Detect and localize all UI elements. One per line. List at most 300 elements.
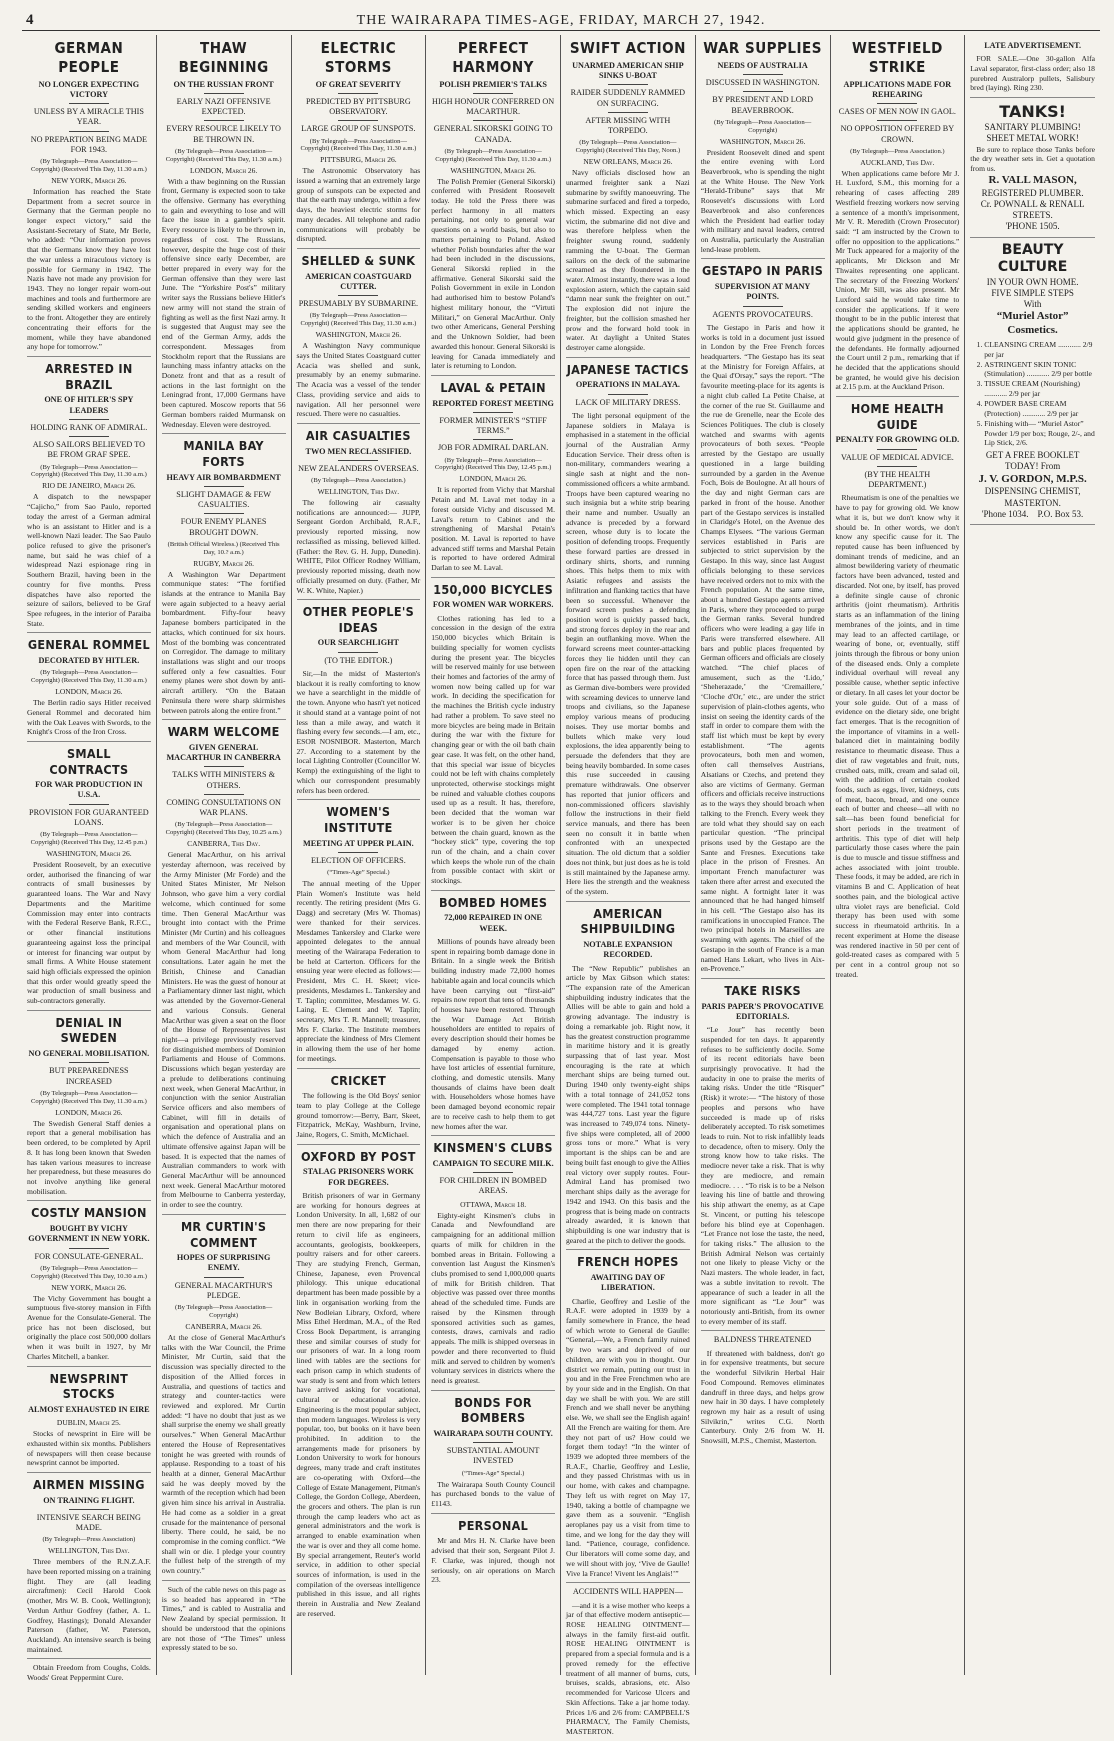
subhead-rule — [877, 449, 917, 450]
article — [431, 380, 555, 578]
late-ad-body: FOR SALE.—One 30-gallon Alfa Laval separator, first-class order; also 18 purebred Australorp pullets, Salisbury bred (laying). Ring 230. — [970, 54, 1095, 93]
article-subhead: NEEDS OF AUSTRALIA — [717, 60, 808, 70]
article-subhead: GENERAL MACARTHUR'S PLEDGE. — [174, 1280, 273, 1300]
article-subhead: AMERICAN COASTGUARD CUTTER. — [305, 271, 412, 291]
article-subhead: VALUE OF MEDICAL ADVICE. — [840, 452, 954, 462]
article-credit: (By Telegraph—Press Association—Copyright) (Received This Day, 12.45 p.m.) — [434, 456, 552, 472]
tanks-address: Cr. POWNALL & RENALL STREETS. — [980, 198, 1085, 221]
article-dateline: RIO DE JANEIRO, March 26. — [42, 481, 136, 491]
article — [162, 1585, 286, 1657]
article-dateline: NEW ORLEANS, March 26. — [583, 157, 673, 167]
subhead-rule — [877, 466, 917, 467]
article — [431, 1518, 555, 1589]
article-headline: WOMEN'S INSTITUTE — [324, 804, 393, 835]
article-subhead: COMING CONSULTATIONS ON WAR PLANS. — [166, 797, 281, 818]
subhead-rule — [204, 93, 244, 94]
late-ad-label: LATE ADVERTISEMENT. — [984, 41, 1081, 50]
article-dateline: RUGBY, March 26. — [193, 558, 255, 568]
article-subhead: POLISH PREMIER'S TALKS — [439, 79, 547, 89]
article-subhead: UNLESS BY A MIRACLE THIS YEAR. — [33, 107, 144, 127]
article-subhead: PRESUMABLY BY SUBMARINE. — [298, 299, 419, 309]
article-subhead: OF GREAT SEVERITY — [315, 79, 402, 89]
beauty-product-item: 5. Finishing with— “Muriel Astor” Powder 1/9 per box; Rouge, 2/-, and Lip Stick, 2/6. — [984, 419, 1095, 449]
article-subhead: SUPERVISION AT MANY POINTS. — [714, 282, 811, 302]
article-credit: (By Telegraph—Press Association—Copyright) (Received This Day, 11.30 a.m.) — [435, 147, 552, 163]
article-subhead: JOB FOR ADMIRAL DARLAN. — [438, 443, 549, 453]
article-subhead: MEETING AT UPPER PLAIN. — [303, 838, 414, 848]
article-body: The Wairarapa South County Council has purchased bonds to the value of £1143. — [431, 1479, 555, 1508]
article-body: General MacArthur, on his arrival yesterday afternoon, was received by the Army Minister (Mr Forde) and the United States Minister, Mr Nelson Johnson, who gave him a very cordial welcome, which continued for some time. Then General MacArthur was brought into contact with the Prime Minister (Mr Curtin) and his colleagues and members of the War Council, with whom General MacArthur had long consultations. Later again he met the British, Chinese and Canadian Ministers. He was the guest of honour at a Parliamentary dinner last night, which was attended by the Governor-General and various Consuls. General MacArthur was given a seat on the floor of the House of Representatives last night—a privilege previously reserved for distinguished members of Dominion Parliaments and House of Commons. Discussions which began yesterday are a prelude to deliberations continuing next week, when General MacArthur, in conjunction with the senior Australian Service officers and also members of Cabinet, will fill in details of organisation and operational plans on which the defence of Australia and an ultimate offensive against Japan will be based. It is expected that the names of Australian commanders to work with General MacArthur will be announced next week. General MacArthur motored from Melbourne to Canberra yesterday, in order to see the country. — [161, 850, 286, 1210]
subhead-rule — [743, 91, 783, 92]
subhead-rule — [204, 794, 244, 795]
article-subhead: PREDICTED BY PITTSBURG OBSERVATORY. — [305, 96, 411, 116]
article — [701, 263, 825, 979]
article — [27, 1663, 151, 1686]
article-credit: (British Official Wireless.) (Received This Day, 10.? a.m.) — [167, 540, 280, 556]
article-subhead: PENALTY FOR GROWING OLD. — [835, 435, 960, 445]
article-subhead: SUBSTANTIAL AMOUNT INVESTED — [446, 1446, 540, 1466]
article-subhead: ON THE RUSSIAN FRONT — [173, 79, 274, 89]
article-subhead: NO OPPOSITION OFFERED BY CROWN. — [840, 124, 955, 144]
article — [566, 362, 690, 902]
subhead-rule — [69, 1062, 109, 1063]
article-body: The “New Republic” publishes an article by Max Gibson which states: “The expansion rate of the American shipbuilding industry indicates that the Allies will be able to gain and hold a growing advantage. The industry is doing a remarkable job. Right now, it has the greatest construction programme in maritime history and it is greatly surpassing that of last year. Most encouraging is the rate at which merchant ships are being turned out. During 1940 only twenty-eight ships with a total tonnage of 241,052 tons were completed. The 1941 total tonnage was 444,727 tons. Last year the figure was increased to 749,074 tons. Ninety-five ships were completed, all of 2000 gross tons or more.” What is very important is the ships can be and are being built fast enough to give the Allies real victory over supply routes. Four-Admiral Land has promised two merchant ships daily as the average for 1942 and 1943. On this basis and the progress that is being made on contracts already awarded, it is known that shipbuilding is one war industry that is geared at the pitch to deliver the goods. — [566, 963, 690, 1245]
beauty-product-item: 3. TISSUE CREAM (Nourishing) ............ 2/9 per jar — [984, 379, 1095, 399]
article-subhead: EARLY NAZI OFFENSIVE EXPECTED. — [176, 96, 271, 116]
article-body: The Vichy Government has bought a sumptuous five-storey mansion in Fifth Avenue for the Consulate-General. The price has not been disclosed, but originally the place cost 500,000 dollars when it was built in 1927, by Mr Charles Mitchell, a banker. — [27, 1293, 151, 1361]
article-headline: TAKE RISKS — [724, 983, 801, 998]
article — [27, 1205, 151, 1366]
article — [297, 604, 421, 800]
article-subhead: GENERAL SIKORSKI GOING TO CANADA. — [433, 124, 553, 144]
article-subhead: EVERY RESOURCE LIKELY TO BE THROWN IN. — [166, 124, 281, 144]
article-subhead: ALMOST EXHAUSTED IN EIRE — [28, 1404, 150, 1414]
article — [701, 39, 825, 259]
article-body: The Polish Premier (General Sikorski) conferred with President Roosevelt today. He told the Press there was perfect harmony in all matters pertaining, not only to general war questions on a world basis, but also to matters pertaining to Poland. Asked whether Polish boundaries after the war had been included in the discussions, General Sikorski replied in the affirmative. General Sikorski said the Polish Government in exile in London had authorised him to bestow Poland's highest military honour, the “Virtuti Militari,” on General MacArthur. Only two other Americans, General Pershing and the Unknown Soldier, had been awarded this honour. General Sikorski is leaving for Canada immediately and later is returning to London. — [431, 176, 555, 371]
article-credit: (“Times-Age” Special.) — [461, 1469, 525, 1477]
beauty-product-item: 1. CLEANSING CREAM ............ 2/9 per jar — [984, 340, 1095, 360]
article-subhead: FOR WAR PRODUCTION IN U.S.A. — [35, 780, 143, 800]
article-body: —and it is a wise mother who keeps a jar of that effective modern antiseptic—ROSE HEALING OINTMENT—always in the family first-aid outfit. ROSE HEALING OINTMENT is prepared from a special formula and is a proved remedy for the effective treatment of all manner of burns, cuts, bruises, scalds, abrasions, etc. Also recommended for Varicose Ulcers and Skin Affections. Take a jar home today. Prices 1/6 and 2/6 from: CAMPBELL'S PHARMACY, The Family Chemists, MASTERTON. — [566, 1600, 690, 1736]
tanks-title: TANKS! — [999, 102, 1066, 122]
article — [566, 39, 690, 358]
columns — [22, 35, 1100, 1736]
article-dateline: WELLINGTON, This Day. — [317, 487, 400, 497]
article-body: A Washington Navy communique says the United States Coastguard cutter Acacia was shelled and sunk, presumably by an enemy submarine. The Acacia was a vessel of the tender Class, providing service and aids to navigation. All her personnel were rescued. There were no casualties. — [296, 341, 421, 419]
article-body: Eighty-eight Kinsmen's clubs in Canada and Newfoundland are campaigning for an additional million quarts of milk for children in the bombed areas in Britain. Following a convention last August the Kinsmen's clubs promised to send 1,000,000 quarts of milk for British children. That objective was passed over three months ahead of the scheduled time. Funds are raised by the Kinsmen through sponsored activities such as games, contests, draws, carnivals and radio appeals. The milk is shipped overseas in powder and there reconverted to fluid milk and served to children by women's voluntary services in districts where the need is greatest. — [431, 1210, 555, 1385]
subhead-rule — [473, 1172, 513, 1173]
article — [431, 39, 555, 376]
article-headline: NEWSPRINT STOCKS — [49, 1370, 129, 1402]
column-3 — [292, 35, 427, 1675]
article-subhead: 72,000 REPAIRED IN ONE WEEK. — [444, 913, 542, 933]
article-credit: (By Telegraph—Press Association—Copyright) (Received This Day, 11.30 a.m.) — [300, 312, 417, 328]
article-credit: (By Telegraph—Press Association—Copyright) (Received This Day, 11.30 a.m.) — [30, 669, 147, 685]
article-subhead: BOUGHT BY VICHY GOVERNMENT IN NEW YORK. — [28, 1224, 150, 1244]
article-headline: 150,000 BICYCLES — [433, 581, 554, 597]
article-subhead: TALKS WITH MINISTERS & OTHERS. — [172, 770, 275, 790]
article — [836, 401, 960, 983]
article-subhead: ACCIDENTS WILL HAPPEN— — [572, 1587, 683, 1597]
article-subhead: LARGE GROUP OF SUNSPOTS. — [301, 124, 416, 134]
article-dateline: NEW YORK, March 26. — [51, 175, 127, 185]
article-subhead: FORMER MINISTER'S “STIFF TERMS.” — [439, 415, 547, 436]
subhead-rule — [338, 120, 378, 121]
article-credit: (By Telegraph—Press Association—Copyright) (Received This Day, 11.30 a.m.) — [30, 1089, 147, 1105]
beauty-line-1: IN YOUR OWN HOME. — [986, 276, 1079, 287]
column-5 — [561, 35, 696, 1736]
article-subhead: BALDNESS THREATENED — [713, 1335, 812, 1345]
article-subhead: (BY THE HEALTH DEPARTMENT.) — [864, 469, 931, 490]
article-dateline: WASHINGTON, March 26. — [719, 136, 806, 146]
article-headline: ARRESTED IN BRAZIL — [45, 361, 133, 392]
article-body: The following is the Old Boys' senior team to play College at the College ground tomorrow:—Berry, Barr, Skeet, Fitzpatrick, McKay, Washburn, Irvine, Jaine, Rogers, C. Smith, McMichael. — [296, 1091, 421, 1140]
article-subhead: FOUR ENEMY PLANES BROUGHT DOWN. — [180, 517, 267, 537]
subhead-rule — [69, 131, 109, 132]
beauty-name: J. V. GORDON, M.P.S. — [978, 472, 1087, 485]
article-subhead: INTENSIVE SEARCH BEING MADE. — [36, 1512, 141, 1533]
article — [27, 39, 151, 357]
article-credit: (By Telegraph—Press Association—Copyright) (Received This Day, 12.45 p.m.) — [30, 831, 148, 847]
article — [162, 1219, 286, 1581]
article-subhead: PARIS PAPER'S PROVOCATIVE EDITORIALS. — [701, 1001, 824, 1021]
tanks-name: R. VALL MASON, — [988, 173, 1077, 186]
subhead-rule — [473, 412, 513, 413]
article — [836, 39, 960, 397]
article-credit: (By Telegraph—Press Association.) — [850, 147, 945, 155]
article-headline: BOMBED HOMES — [438, 894, 548, 910]
article-subhead: REPORTED FOREST MEETING — [432, 398, 554, 408]
article-body: “Le Jour” has recently been suspended for ten days. It apparently refuses to be sufficiently docile. Some of its recent editorials have been surprisingly provocative. It had the audacity in one to praise the merits of taking risks. Under the title “Risquer” (Risk) it wrote:— “The history of those peoples and persons who have succeeded is made up of risks deliberately accepted. To risk sometimes leads to ruin. Not to risk infallibly leads to decadence, often to misery. Only the strong know how to take risks. The mediocre never take a risk. That is why they are mediocre, and remain mediocre. . . . “To risk is to be a Nelson leaving his line of battle and throwing his ship athwart the enemy, as at Cape St. Vincent, or putting his telescope before his blind eye at Copenhagen. “Let France not lose the taste, the need, for taking risks.” The allusion to the British Admiral Nelson was certainly not one likely to please Vichy or the Nazi masters. The whole leader, in fact, was a subtle invitation to revolt. The appearance of such a leader in all the more significant as “Le Jour” was notoriously anti-British, from its owner to every member of its staff. — [700, 1025, 825, 1326]
article-subhead: FOR CHILDREN IN BOMBED AREAS. — [439, 1176, 547, 1196]
masthead-title: THE WAIRARAPA TIMES-AGE, FRIDAY, MARCH 27, 1942. — [356, 13, 766, 28]
subhead-rule — [338, 93, 378, 94]
article-body: Information has reached the State Department from a secret source in Germany that the German people no longer expect victory,” said the Assistant-Secretary of State, Mr Berle, who added: “Our information proves that the Germans know they have lost the war unless a miraculous victory is possible for Germany in 1942. The Nazis have not made any provision for 1943. They no longer repair worn-out machines and tools and furthermore are sending skilled workers and engineers to the front. Altogether they are entirely concentrating their efforts for the moment, while they have abandoned any hope for tomorrow.” — [27, 186, 151, 352]
article-body: It is reported from Vichy that Marshal Petain and M. Laval met today in a forest outside Vichy and discussed M. Laval's return to Cabinet and the strengthening of Marshal Petain's position. M. Laval is reported to have advanced stiff terms and Marshal Petain is reported to have ordered Admiral Darlan to see M. Laval. — [431, 485, 555, 573]
article-headline: MANILA BAY FORTS — [183, 438, 264, 469]
article-headline: AIRMEN MISSING — [32, 1476, 145, 1492]
beauty-contact — [970, 509, 1095, 520]
article-headline: WARM WELCOME — [167, 724, 280, 740]
article-body: Three members of the R.N.Z.A.F. have been reported missing on a training flight. They are (all leading aircraftmen): Cecil Harold Cook (mother, Mrs W. B. Cook, Wellington); Verdun Arthur Godfrey (father, A. L. Godfrey, Hastings); Donald Alexander Paterson (father, W. Paterson, Auckland). An intensive search is being maintained. — [27, 1557, 151, 1654]
article-subhead: AGENTS PROVOCATEURS. — [712, 309, 813, 319]
article — [27, 637, 151, 742]
subhead-rule — [608, 112, 648, 113]
article-subhead: ELECTION OF OFFICERS. — [310, 855, 406, 865]
article-body: Stocks of newsprint in Eire will be exhausted within six months. Publishers of newspapers will then cease because newsprint cannot be imported. — [27, 1429, 151, 1468]
article-body: Sir,—In the midst of Masterton's blackout it is really comforting to know we have a searchlight in the middle of the town. Anyone who hasn't yet noticed it should stand at a vantage point of not less than a mile away, and watch it flashing every few seconds.—I am, etc., ESOR NOSNIBOR. Masterton, March 27. According to a statement by the local Lighting Controller (Councillor W. Kemp) the extinguishing of the light to which our correspondent presumably refers has been ordered. — [296, 668, 421, 795]
article — [27, 1015, 151, 1202]
subhead-rule — [69, 419, 109, 420]
subhead-rule — [69, 436, 109, 437]
article-subhead: NO GENERAL MOBILISATION. — [28, 1049, 150, 1059]
article — [297, 804, 421, 1068]
subhead-rule — [338, 460, 378, 461]
article-headline: MR CURTIN'S COMMENT — [180, 1218, 267, 1250]
article-body: A Washington War Department communique states: “The fortified islands at the entrance to Manila Bay were again subjected to a heavy aerial bombardment. Fifty-four heavy Japanese bombers participated in the attacks, which continued for six hours. Most of the bombing was concentrated on Corregidor. The damage to military installations was slight and our troops suffered only a few casualties. Four enemy planes were shot down by anti-aircraft artillery. “On the Bataan Peninsula there were sharp skirmishes between patrols along the entire front.” — [161, 569, 286, 715]
subhead-rule — [473, 93, 513, 94]
subhead-rule — [473, 439, 513, 440]
article-subhead: UNARMED AMERICAN SHIP SINKS U-BOAT — [572, 60, 684, 80]
subhead-rule — [69, 804, 109, 805]
article-subhead: OPERATIONS IN MALAYA. — [575, 380, 680, 390]
article-credit: (By Telegraph—Press Association—Copyright) — [175, 1304, 273, 1320]
article-headline: SMALL CONTRACTS — [49, 745, 129, 777]
tanks-phone: 'PHONE 1505. — [1005, 221, 1060, 232]
article-body: If threatened with baldness, don't go in for expensive treatments, but secure the wonderful Silvikrin Herbal Hair Food Compound. Removes eliminates dandruff in three days, and helps grow new hair in 30 days. I have completely regrown my hair as a result of using Silvikrin,” writes C.G. North Canterbury. Only 2/6 from W. H. Snowsill, M.P.S., Chemist, Masterton. — [700, 1348, 825, 1446]
subhead-rule — [877, 103, 917, 104]
article-dateline: OTTAWA, March 18. — [460, 1199, 527, 1209]
article — [162, 724, 286, 1215]
article-subhead: HEAVY AIR BOMBARDMENT — [166, 472, 281, 482]
article-body: The annual meeting of the Upper Plain Women's Institute was held recently. The retiring president (Mrs G. Dagg) and secretary (Mrs W. Thomas) were thanked for their services. Mesdames Tankersley and Clarke were appointed delegates to the annual meeting of the Wairarapa Federation to be held at Carterton. Officers for the ensuing year were elected as follows:—President, Mrs C. H. Skeet; vice-presidents, Mesdames L. Tankersley and T. Taplin; committee, Mesdames W. G. Laing, E. Clement and W. Taplin; secretary, Mrs T. R. Mannell; treasurer, Mrs F. Clarke. The Institute members appreciate the kindness of Mrs Clement in allowing them the use of her home for meetings. — [296, 878, 421, 1063]
article-body: The Berlin radio says Hitler received General Rommel and decorated him with the Oak Leaves with Swords, to the Knight's Cross of the Iron Cross. — [27, 698, 151, 737]
article-headline: AIR CASUALTIES — [305, 428, 411, 443]
article — [701, 1335, 825, 1449]
subhead-rule — [473, 1442, 513, 1443]
article-headline: LAVAL & PETAIN — [440, 379, 546, 395]
beauty-product-item: 2. ASTRINGENT SKIN TONIC (Stimulation) ............ 2/9 per bottle — [984, 360, 1095, 380]
article-headline: BONDS FOR BOMBERS — [454, 1394, 532, 1426]
article — [431, 1395, 555, 1514]
article-subhead: CAMPAIGN TO SECURE MILK. — [432, 1158, 554, 1168]
article-subhead: TWO MEN RECLASSIFIED. — [305, 446, 412, 456]
article — [27, 746, 151, 1011]
column-7 — [831, 35, 966, 1675]
subhead-rule — [338, 652, 378, 653]
article-body: A dispatch to the newspaper “Cajicho,” from Sao Paulo, reported today the arrest of a German admiral who is an assistant to Hitler and is a well-known Nazi leader. The Sao Paulo police refused to give the prisoner's name, but said he was chief of a widespread Nazi espionage ring in Southern Brazil, having been in the country for five months. Press dispatches have also reported the seizure of sailors, believed to be Graf Spee refugees, in the interior of Paraiba State. — [27, 492, 151, 628]
article-subhead: ALSO SAILORS BELIEVED TO BE FROM GRAF SPEE. — [32, 440, 146, 460]
article — [297, 1073, 421, 1145]
article — [27, 1371, 151, 1473]
article — [566, 906, 690, 1251]
article-dateline: PITTSBURG, March 26. — [320, 155, 397, 165]
article-subhead: GIVEN GENERAL MACARTHUR IN CANBERRA — [166, 742, 281, 763]
article-body: President Roosevelt dined and spent the entire evening with Lord Beaverbrook, who is spending the night at the White House. The New York “Herald-Tribune” says that Mr Roosevelt's discussions with Lord Beaverbrook and also conferences which the President had earlier today with military and naval leaders, centred on Australia, particularly the Australian lend-lease problem. — [700, 147, 825, 254]
article-body: Millions of pounds have already been spent in repairing bomb damage done in Britain. In a single week the British building industry made 72,000 homes habitable again and local councils which have been carrying out “first-aid” repairs now report that tens of thousands of houses have been restored. Through the War Damage Act British householders are entitled to repairs of every description should their homes be damaged by enemy action. Compensation is payable to those who have lost articles of essential furniture, clothing, and domestic utensils. Many thousands of claims have been dealt with. Householders whose homes have been damaged beyond economic repair are to receive cash to help them to get new homes after the war. — [431, 936, 555, 1131]
article-dateline: LONDON, March 26. — [190, 165, 258, 175]
beauty-role: DISPENSING CHEMIST, MASTERTON. — [984, 486, 1081, 508]
tanks-line-2: SHEET METAL WORK! — [986, 133, 1079, 144]
article-subhead: (TO THE EDITOR.) — [324, 655, 393, 665]
article-dateline: CANBERRA, March 26. — [185, 1321, 262, 1331]
beauty-box: P.O. Box 53. — [1037, 508, 1084, 519]
article-subhead: BY PRESIDENT AND LORD BEAVERBROOK. — [712, 95, 813, 115]
article-headline: THAW BEGINNING — [178, 39, 269, 76]
article-body: The Gestapo in Paris and how it works is told in a document just issued in London by the Free French forces headquarters. “The Gestapo has its seat at the Ministry for Foreign Affairs, at the Quai d'Orsay,” says the report. “The favourite meeting-place for its agents is a night club called La Petite Chaise, at the corner of the rue St. Guillaume and the rue de Grenelle, near the Ecole des Sciences Politiques. The club is closely watched and swarms with agents provocateurs of both sexes. “People arrested by the Gestapo are usually questioned in a large building surrounded by a garden in the Avenue Foch, Bois de Boulogne. At all hours of the day and night German cars are parked in front of the house. Another part of the Gestapo services is installed in Claridge's Hotel, on the Avenue des Champs Elysees. “The various German services established in Paris are subjected to strict supervision by the Gestapo. In this way, since last August officials belonging to these services have received orders not to mix with the French population. At the same time, about a hundred Gestapo agents arrived in Paris, where they proceeded to purge the German ranks. Several hundred officers who were leading a gay life in Paris were transferred elsewhere. All bars and public places frequented by German officers and officials are closely watched. “The chief places of amusement, such as the ‘Lido,’ ‘Sheherazade,’ the ‘Cremaillere,’ ‘Cloche d'Or,’ etc., are under the strict supervision of plain-clothes agents, who insist on seeing the identity cards of the staff in order to compare them with the staff list which must be kept by every establishment. “The agents provocateurs, both men and women, often call themselves Austrians, Alsatians or Czechs, and pretend they also are victims of Germany. German officers and officials receive instructions as to the ways they should broach when talking to the French. Every week they are told what they should say on each particular question. “The principal prisons used by the Gestapo are the Sante and Fresnes. Executions take place in the prison of Fresnes. An important French manufacturer was taken there after arrest and executed the same night. A fortnight later it was announced that he had hanged himself in his cell. “The Gestapo also has its ramifications in unoccupied France. The two principal hotels in Marseilles are swarming with agents. The chief of the Gestapo in the south of France is a man named Hans Lekart, who lives in Aix-en-Provence.” — [700, 322, 825, 974]
article-subhead: CASES OF MEN NOW IN GAOL. — [838, 107, 956, 116]
article-headline: ELECTRIC STORMS — [320, 39, 397, 76]
subhead-rule — [204, 513, 244, 514]
article-body: Clothes rationing has led to a concession in the design of the extra 150,000 bicycles which Britain is building specially for women cyclists during the present year. The bicycles will be reserved mainly for use between their homes and factories of the army of women now being called up for war work. In deciding the specification for the machines the British cycle industry had rather a problem. To save steel no more bicycles are being made in Britain during the war with the fixture for changing gear or with the oil bath chain gear case. It was felt, on the other hand, that this special war issue of bicycles could not be left with chains completely unprotected, otherwise stockings might be ruined and valuable clothes coupons used up as a result. It has, therefore, been decided that the woman war worker is to be given her choice between the chain guard, known as the “hockey stick” type, covering the top run of the chain, and a chain cover which keeps the whole run of the chain from possible contact with skirt or stockings. — [431, 613, 555, 886]
beauty-phone: 'Phone 1034. — [981, 508, 1029, 519]
article-headline: JAPANESE TACTICS — [566, 361, 690, 377]
article-dateline: WASHINGTON, March 26. — [46, 849, 132, 859]
article-body: The Swedish General Staff denies a report that a general mobilisation has been ordered, to be completed by April 8. It has long been known that Sweden has taken various measures to increase her preparedness, but these measures do not involve anything like general mobilisation. — [27, 1118, 151, 1196]
subhead-rule — [204, 766, 244, 767]
article-headline: DENIAL IN SWEDEN — [55, 1014, 123, 1046]
article-headline: AMERICAN SHIPBUILDING — [580, 905, 676, 937]
article-subhead: RAIDER SUDDENLY RAMMED ON SURFACING. — [570, 88, 686, 108]
article — [297, 39, 421, 249]
article-credit: (By Telegraph—Press Association) — [42, 1536, 136, 1544]
article-dateline: WELLINGTON, This Day. — [48, 1546, 130, 1556]
article-subhead: FOR WOMEN WAR WORKERS. — [432, 600, 554, 610]
tanks-role: REGISTERED PLUMBER. — [981, 187, 1084, 198]
article-headline: PERSONAL — [458, 1517, 529, 1533]
article-subhead: STALAG PRISONERS WORK FOR DEGREES. — [303, 1167, 414, 1187]
article-body: President Roosevelt, by an executive order, authorised the financing of war contracts of small businesses by guaranteed loans. The War and Navy Departments and the Maritime Commission may enter into contracts with the Federal Reserve Bank, R.F.C., or other financial institutions guaranteeing against loss the principal or interest for financing war output by small firms. A White House statement said high officials expressed the opinion that this order would greatly speed the war production of small business and sub-contractors generally. — [27, 860, 151, 1006]
article-subhead: NOTABLE EXPANSION RECORDED. — [583, 940, 673, 960]
article-headline: SWIFT ACTION — [569, 39, 686, 57]
article-headline: WAR SUPPLIES — [703, 39, 822, 57]
article-subhead: ON TRAINING FLIGHT. — [43, 1495, 135, 1505]
subhead-rule — [338, 295, 378, 296]
beauty-ad — [970, 238, 1095, 526]
article-dateline: DUBLIN, March 25. — [56, 1418, 121, 1428]
article-dateline: LONDON, March 26. — [459, 474, 527, 484]
article-headline: GENERAL ROMMEL — [27, 637, 150, 653]
article-headline: COSTLY MANSION — [31, 1205, 147, 1221]
beauty-line-3: With — [1023, 299, 1042, 310]
article-body: Such of the cable news on this page as is so headed has appeared in “The Times,” and is cabled to Australia and New Zealand by special permission. It should be understood that the opinions are not those of “The Times” unless expressly stated to be so. — [161, 1584, 286, 1653]
article — [27, 1477, 151, 1659]
article-headline: GESTAPO IN PARIS — [702, 263, 824, 279]
article — [27, 361, 151, 633]
article-headline: OTHER PEOPLE'S IDEAS — [302, 604, 414, 635]
beauty-brand: “Muriel Astor” Cosmetics. — [996, 310, 1069, 337]
article-credit: (By Telegraph—Press Association—Copyright) (Received This Day, 10.25 a.m.) — [165, 821, 282, 837]
article — [431, 1140, 555, 1390]
article-dateline: NEW YORK, March 26. — [51, 1282, 127, 1292]
article-dateline: AUCKLAND, This Day. — [860, 157, 935, 167]
article-subhead: OUR SEARCHLIGHT — [317, 638, 399, 648]
article-credit: (By Telegraph—Press Association—Copyright) (Received This Day, 11.30 a.m.) — [165, 147, 282, 163]
subhead-rule — [743, 74, 783, 75]
article-credit: (“Times-Age” Special.) — [327, 869, 390, 877]
article-subhead: PROVISION FOR GUARANTEED LOANS. — [29, 807, 149, 827]
article-dateline: LONDON, March 26. — [55, 687, 123, 697]
article-subhead: AWAITING DAY OF LIBERATION. — [590, 1273, 666, 1293]
column-2 — [157, 35, 292, 1675]
article-subhead: APPLICATIONS MADE FOR REHEARING — [843, 79, 952, 99]
article-headline: KINSMEN'S CLUBS — [433, 1140, 553, 1156]
article-subhead: NEW ZEALANDERS OVERSEAS. — [298, 463, 419, 473]
article-credit: (By Telegraph—Press Association—Copyright) (Received This Day, 11.30 a.m.) — [30, 158, 147, 173]
article-dateline: WASHINGTON, March 26. — [315, 330, 402, 340]
article-headline: OXFORD BY POST — [301, 1148, 416, 1164]
subhead-rule — [338, 852, 378, 853]
tanks-body: Be sure to replace those Tanks before the dry weather sets in. Get a quotation from us. — [970, 144, 1095, 174]
subhead-rule — [473, 120, 513, 121]
article-headline: WESTFIELD STRIKE — [851, 39, 943, 76]
article-body: Charlie, Geoffrey and Leslie of the R.A.F. were adopted in 1939 by a family somewhere in France, the head of which wrote to General de Gaulle: “General,—We, a French family ruined by two wars and deprived of our children, are with you in thought. Our district we remain, putting our trust in you and in the Free Frenchmen who are by your side and in the English. On that day we shall be with you. We are still French and we shall never be anything else. We, we shall see the English again! All the French are waiting for them. Are they not part of us? How could we forget them today! “In the winter of 1939 we adopted three members of the R.A.F., Charlie, Geoffrey and Leslie, and they passed Christmas with us in our home, with cakes and champagne. They left us with regret on May 17, 1940, taking a bottle of champagne we gave them as a souvenir. “English aeroplanes pay us a visit from time to time, and we long for the day they will land. “Patience, courage, confidence. Our liberators will come some day, and we will shout with joy, ‘Vive de Gaulle! Vive la France! Vivent les Anglais!’” — [566, 1296, 690, 1578]
article-headline: FRENCH HOPES — [577, 1254, 679, 1270]
beauty-line-2: FIVE SIMPLE STEPS — [991, 287, 1074, 298]
subhead-rule — [69, 1509, 109, 1510]
article — [162, 39, 286, 434]
subhead-rule — [204, 486, 244, 487]
article-subhead: NO PREPARTION BEING MADE FOR 1943. — [30, 134, 148, 154]
article-dateline: LONDON, March 26. — [55, 1107, 123, 1117]
article-subhead: HOLDING RANK OF ADMIRAL. — [30, 422, 148, 432]
article — [297, 428, 421, 600]
article-body: Rheumatism is one of the penalties we have to pay for growing old. We know what it is, but we don't know why it should be. In other words, we don't know any specific cause for it. The reputed cause has been influenced by dominant trends of medicine, and an almost bewildering variety of rheumatic factors have been advanced, tested and discarded. Not one, by itself, has proved a definite single cause of chronic arthritis (joint rheumatism). Arthritis starts as an inflammation of the lining membranes of the joints, and in time may lead to an affected cartilage, or wearing of bone, or, eventually, stiff joints through the fibrous or bony union of the diseased ends. Only a complete individual overhaul will reveal any possible cause, whether septic infective or dietary. In all cases let your doctor be your sole guide. Out of a mass of evidence on the dietary side, one bright fact emerges. That is the recognition of the importance of vitamins in a well-balanced diet in maintaining bodily resistance to rheumatic disease. Thus a diet of raw vegetables and fruit, nuts, crushed oats, milk, cream and salad oil, with the addition of certain cooked foods, such as eggs, liver, kidneys, cuts of meat, bacon, bread, and one ounce each of butter and cheese—all with no salt—has been found beneficial for short periods in the treatment of arthritis. This type of diet will help particularly those cases where the pain is due to muscle and tissue stiffness and aches associated with joint trouble. These foods, it may be added, are rich in vitamins B and C. Application of heat soothes pain, and the biological active ultra violet rays are beneficial. Cold therapy has been used with some success in rheumatoid arthritis. In a recent experiment at Home the disease was rendered inactive in 50 per cent of gold-treated cases as compared with 5 per cent in a control group not so treated. — [835, 493, 960, 979]
subhead-rule — [204, 1277, 244, 1278]
subhead-rule — [69, 103, 109, 104]
article-body: At the close of General MacArthur's talks with the War Council, the Prime Minister, Mr Curtin, said that the discussion was specially directed to the disposition of the Allied forces in Australia, and questions of tactics and strategy and counter-tactics were reviewed and explored. Mr Curtin added: “I have no doubt that just as we shall surprise the enemy we shall greatly ourselves.” When General MacArthur entered the House of Representatives tonight he was greeted with rounds of applause. Responding to a toast of his health at a dinner, General MacArthur said he was deeply moved by the warmth of the reception which had been given him since his arrival in Australia. He had come as a soldier in a great crusade for the maintenance of personal liberty. There could, he said, be no compromise in the coming conflict. “We shall win or die. I pledge your country the fullest help of the strength of my own country.” — [161, 1332, 286, 1576]
tanks-ad — [970, 98, 1095, 237]
article-credit: (By Telegraph—Press Association—Copyright) — [714, 118, 812, 134]
beauty-offer: GET A FREE BOOKLET TODAY! From — [985, 450, 1080, 472]
article-credit: (By Telegraph—Press Association—Copyright) (Received This Day, 11.30 a.m.) — [30, 463, 147, 479]
late-advertisement — [970, 35, 1095, 98]
article-subhead: FOR CONSULATE-GENERAL. — [34, 1251, 144, 1261]
article — [431, 582, 555, 891]
masthead — [22, 10, 1100, 31]
article-credit: (By Telegraph—Press Association—Copyright) (Received This Day, Noon.) — [575, 139, 681, 155]
article-subhead: WAIRARAPA SOUTH COUNTY. — [433, 1428, 553, 1438]
article-dateline: WASHINGTON, March 26. — [450, 165, 536, 175]
tanks-line-1: SANITARY PLUMBING! — [984, 122, 1081, 133]
article — [566, 1254, 690, 1583]
subhead-rule — [69, 1248, 109, 1249]
article-body: When applications came before Mr J. H. Luxford, S.M., this morning for a rehearing of cases affecting 289 Westfield freezing workers now serving a sentence of a month's imprisonment, Mr V. R. Meredith (Crown Prosecutor) said: “I am instructed by the Crown to offer no opposition to the applications.” Mr Tuck appeared for a majority of the applicants, Mr Dickson and Mr Thwaites representing one applicant. The secretary of the Freezing Workers' Union, Mr Sill, was also present. Mr Luxford said he would take time to consider the applications. If it were thought to be in the public interest that the applications should be granted, he would give judgment in the presence of the defendants. He formally adjourned the Court until 2 p.m., remarking that if he decided that the applications should be granted, he would give his decision at 2.15 p.m. at the Auckland Prison. — [835, 168, 960, 392]
article — [162, 438, 286, 720]
article-headline: CRICKET — [330, 1072, 387, 1088]
article-headline: HOME HEALTH GUIDE — [850, 401, 944, 432]
article-body: The Astronomic Observatory has issued a warning that an extremely large group of sunspots can be expected and that the earth may undergo, within a few days, the heaviest electric storms for many decades. All telephone and radio communications will probably be disrupted. — [296, 166, 421, 244]
subhead-rule — [877, 120, 917, 121]
article — [566, 1587, 690, 1740]
article-subhead: DISCUSSED IN WASHINGTON. — [705, 78, 820, 87]
article-subhead: NO LONGER EXPECTING VICTORY — [38, 79, 140, 99]
article-credit: (By Telegraph—Press Association—Copyright) (Received This Day, 11.30 a.m.) — [300, 137, 417, 153]
article-body: Mr and Mrs H. N. Clarke have been advised that their son, Sergeant Pilot J. F. Clarke, was injured, though not seriously, on air operations on March 23. — [431, 1536, 555, 1585]
column-4 — [426, 35, 561, 1675]
article-subhead: ONE OF HITLER'S SPY LEADERS — [44, 395, 134, 415]
article-subhead: LACK OF MILITARY DRESS. — [575, 397, 681, 407]
article-subhead: SLIGHT DAMAGE & FEW CASUALTIES. — [176, 489, 271, 509]
article-subhead: BUT PREPAREDNESS INCREASED — [49, 1066, 129, 1086]
article-dateline: CANBERRA, This Day. — [187, 839, 261, 849]
article-credit: (By Telegraph—Press Association—Copyright) (Received This Day, 10.30 a.m.) — [30, 1264, 147, 1280]
article — [297, 1149, 421, 1623]
beauty-product-item: 4. POWDER BASE CREAM (Protection) ............ 2/9 per jar — [984, 399, 1095, 419]
article-body: British prisoners of war in Germany are working for honours degrees at London University. In all, 1,682 of our men there are now preparing for their return to civil life as engineers, accountants, geologists, bookkeepers, poultry raisers and for other careers. They are studying French, German, Chinese, Japanese, even Provencal philology. This unique educational department has been made possible by a link in organisation working from the New Bodleian Library, Oxford, where Miss Ethel Herdman, M.A., of the Red Cross Book Department, is arranging these and similar courses of study for our prisoners of war. In a long room lined with tables are the sections for each prison camp in which students of war study is sent and from which letters have arrived asking for vocational, cultural or educational advice. Engineering is the most popular subject, then modern languages. Wireless is very popular, too, but books on it have been prohibited. In addition to the arrangements made for prisoners by London University to work for honours degrees, many trade and craft institutes are co-operating with Oxford—the College of Estate Management, Pitman's College, the Gordon College, Aberdeen, the grocers and others. The plan is run through the camp leaders who act as general administrators and the work is arranged to enable examination when the war is over and they all come home. By special arrangement, Reuter's world service, in addition to other special sources of information, is used in the compilation of the overseas intelligence published in this issue, and all rights therein in Australia and New Zealand are reserved. — [296, 1190, 421, 1618]
column-6 — [696, 35, 831, 1675]
beauty-product-list — [974, 340, 1095, 448]
article — [297, 253, 421, 424]
article-body: Navy officials disclosed how an unarmed freighter sank a Nazi submarine by swiftly manoeuvring. The submarine surfaced and fired a torpedo, which missed. Expecting an easy victim, the submarine did not dive and was therefore helpless when the freighter swung round, suddenly ramming the U-boat. The German sailors on the deck of the submarine screamed as they floundered in the water. Almost instantly, there was a loud explosion astern, which the captain said “damn near sunk the freighter on out.” The explosion did not injure the freighter, but the collision smashed her prow and the forward hold took in water. At daylight a United States destroyer came alongside. — [566, 168, 690, 352]
article-credit: (By Telegraph—Press Association.) — [311, 477, 406, 485]
article-subhead: AFTER MISSING WITH TORPEDO. — [585, 115, 671, 135]
article-headline: SHELLED & SUNK — [301, 253, 416, 269]
article-body: Obtain Freedom from Coughs, Colds. Woods' Great Peppermint Cure. — [27, 1663, 151, 1683]
column-8 — [965, 35, 1100, 1675]
subhead-rule — [608, 394, 648, 395]
subhead-rule — [608, 84, 648, 85]
page-number: 4 — [26, 12, 34, 28]
column-1 — [22, 35, 157, 1683]
article-body: The light personal equipment of the Japanese soldiers in Malaya is emphasised in a statement in the official journal of the Australian Army Education Service. Their dress often is non-military, commanders wearing a single sash at night and the non-commissioned officers a white armband. Troops have been captured wearing no such insignia but a white strip bearing their name and number. Usually an advance is preceded by a forward screen, whose duty is to locate the position of defending troops. Frequently these forward parties are dressed in ordinary shirts, shorts, and running shoes. This helps them to mix with Asiatic refugees and assists the infiltration and flanking tactics that have been so successful. Whenever the forward screen pushes a defending position word is quickly passed back, and strong forces deploy in the rear and begin an outflanking move. When the forward screens meet counter-attacking forces they lie hidden until they can open fire on the rear of the attacking force that has passed through them. Just as German dive-bombers were provided with screaming devices to unnerve land troops and civilians, so the Japanese employ various means of producing noises. They use mortar bombs and bullets which make very loud explosions, the idea apparently being to persuade the defenders that they are being heavily bombarded. In some cases this ruse succeeded in causing premature withdrawals. One observer has reported that junior officers and non-commissioned officers slavishly follow the instructions in their field service manuals, and there has been seen no consult it in battle when confronted with an unexpected situation. The old dictum that a soldier does not think, but just does as he is told is still maintained by the Japanese army. Here lies the strength and the weakness of the system. — [566, 410, 690, 897]
subhead-rule — [204, 120, 244, 121]
article-subhead: HIGH HONOUR CONFERRED ON MACARTHUR. — [432, 96, 555, 116]
subhead-rule — [743, 306, 783, 307]
beauty-title: BEAUTY CULTURE — [997, 241, 1068, 276]
article-headline: GERMAN PEOPLE — [54, 39, 124, 76]
article — [431, 895, 555, 1137]
